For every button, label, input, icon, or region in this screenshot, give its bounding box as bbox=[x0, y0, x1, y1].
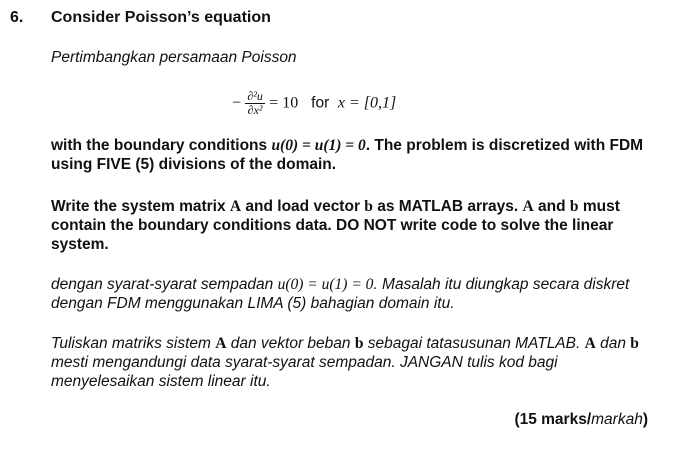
equation-domain: x = [0,1] bbox=[337, 94, 397, 112]
p3-boundary-conditions: u(0) = u(1) = 0 bbox=[277, 276, 374, 293]
equation-denominator: ∂x² bbox=[247, 103, 263, 117]
p3-text-b: . Masalah itu diungkap secara diskret dengan FDM menggunakan LIMA (5) bahagian domain itu. bbox=[51, 276, 630, 312]
p4-matrix-A-2: A bbox=[584, 335, 596, 352]
paragraph-instructions bbox=[51, 197, 651, 254]
p3-text-a: dengan syarat-syarat sempadan bbox=[51, 276, 278, 293]
marks-open: (15 marks/ bbox=[514, 411, 592, 428]
p2-text-a: Write the system matrix bbox=[51, 198, 230, 215]
question-subtitle-malay: Pertimbangkan persamaan Poisson bbox=[51, 49, 297, 66]
p4-vector-b-2: b bbox=[630, 335, 639, 352]
p2-text-e: must contain the boundary conditions data. DO NOT write code to solve the linear system. bbox=[51, 198, 620, 253]
marks-close: ) bbox=[642, 411, 648, 428]
p4-text-a: Tuliskan matriks sistem bbox=[51, 335, 216, 352]
p2-vector-b-2: b bbox=[569, 198, 579, 215]
equation-fraction bbox=[245, 90, 265, 117]
p1-boundary-conditions: u(0) = u(1) = 0 bbox=[271, 137, 366, 154]
p2-text-c: as MATLAB arrays. bbox=[372, 198, 523, 215]
p2-matrix-A-2: A bbox=[522, 198, 534, 215]
equation-numerator: ∂²u bbox=[247, 89, 263, 103]
p2-vector-b: b bbox=[364, 198, 373, 215]
p2-text-b: and load vector bbox=[241, 198, 365, 215]
equation-minus: − bbox=[232, 94, 242, 112]
paragraph-boundary-conditions-malay bbox=[51, 275, 651, 313]
question-title: Consider Poisson’s equation bbox=[51, 9, 271, 26]
p4-vector-b: b bbox=[354, 335, 364, 352]
p1-text-a: with the boundary conditions bbox=[51, 137, 272, 154]
p2-matrix-A: A bbox=[229, 198, 242, 215]
equation-rhs: = 10 bbox=[269, 94, 299, 112]
p4-text-e: mesti mengandungi data syarat-syarat sempadan. JANGAN tulis kod bagi menyelesaikan sistem linear itu. bbox=[51, 354, 558, 390]
p4-matrix-A: A bbox=[215, 335, 227, 352]
poisson-equation bbox=[232, 90, 396, 117]
paragraph-boundary-conditions bbox=[51, 136, 651, 174]
p1-text-b: . The problem is discretized with FDM using FIVE (5) divisions of the domain. bbox=[51, 137, 644, 173]
question-number: 6. bbox=[10, 9, 24, 26]
marks-malay: markah bbox=[591, 411, 643, 428]
paragraph-instructions-malay bbox=[51, 334, 651, 391]
marks-label bbox=[514, 411, 648, 429]
equation-for-text: for bbox=[311, 94, 330, 112]
p4-text-d: dan bbox=[595, 335, 631, 352]
p2-text-d: and bbox=[533, 198, 570, 215]
p4-text-b: dan vektor beban bbox=[226, 335, 355, 352]
p4-text-c: sebagai tatasusunan MATLAB. bbox=[363, 335, 585, 352]
